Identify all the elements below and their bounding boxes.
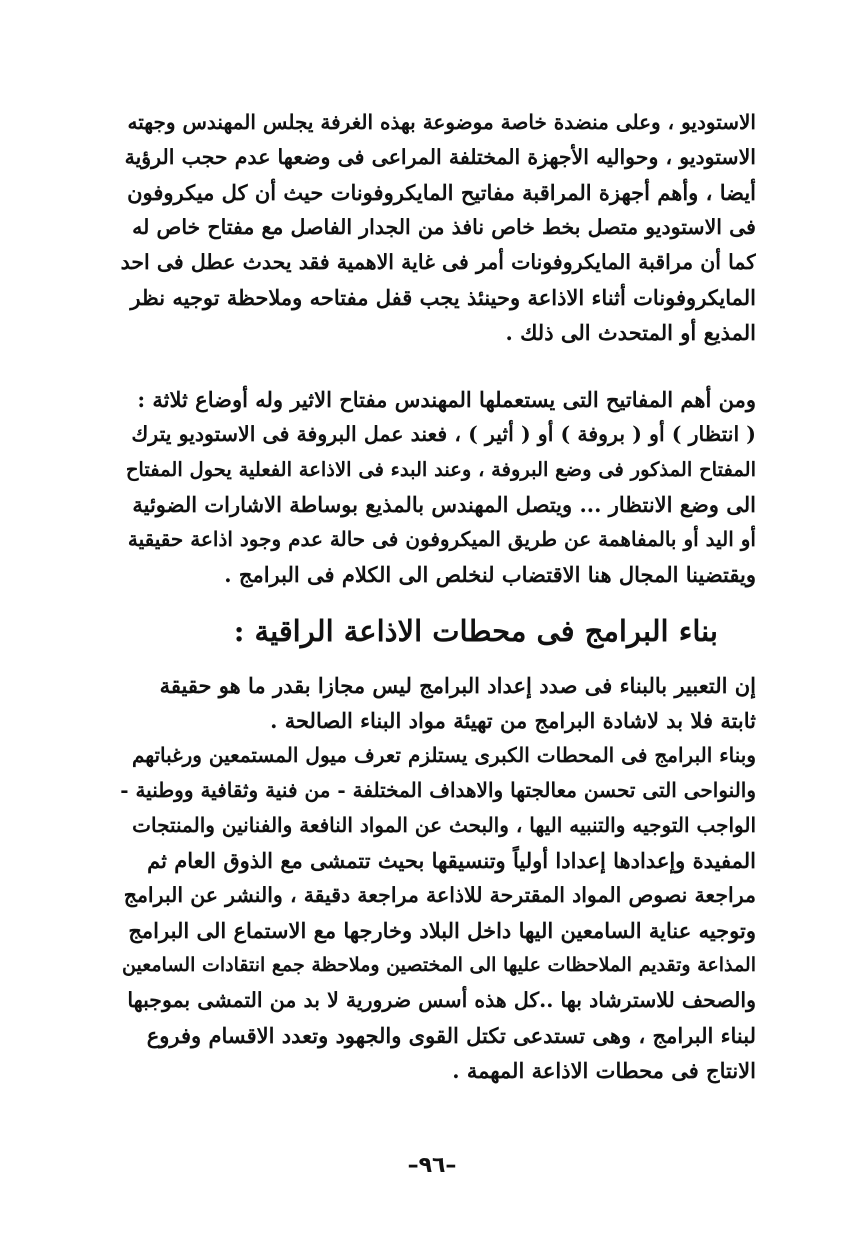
text-line: والنواحى التى تحسن معالجتها والاهداف المختلفة - من فنية وثقافية ووطنية - xyxy=(120,778,756,802)
text-line: ومن أهم المفاتيح التى يستعملها المهندس مفتاح الاثير وله أوضاع ثلاثة : xyxy=(137,387,756,412)
text-line: إن التعبير بالبناء فى صدد إعداد البرامج ليس مجازا بقدر ما هو حقيقة xyxy=(159,673,756,698)
text-line: الواجب التوجيه والتنبيه اليها ، والبحث عن المواد النافعة والفنانين والمنتجات xyxy=(132,813,756,837)
text-line: المذيع أو المتحدث الى ذلك . xyxy=(505,320,756,345)
text-line: الانتاج فى محطات الاذاعة المهمة . xyxy=(452,1058,756,1083)
text-line: والصحف للاسترشاد بها ..كل هذه أسس ضرورية لا بد من التمشى بموجبها xyxy=(127,988,756,1012)
text-line: لبناء البرامج ، وهى تستدعى تكتل القوى والجهود وتعدد الاقسام وفروع xyxy=(146,1023,756,1048)
text-line: ( انتظار ) أو ( بروفة ) أو ( أثير ) ، فعند عمل البروفة فى الاستوديو يترك xyxy=(131,422,756,446)
text-line: أيضا ، وأهم أجهزة المراقبة مفاتيح المايكروفونات حيث أن كل ميكروفون xyxy=(127,180,756,205)
text-line: الى وضع الانتظار ... ويتصل المهندس بالمذيع بوساطة الاشارات الضوئية xyxy=(132,492,756,517)
page-number: –٩٦– xyxy=(407,1153,457,1178)
paragraph-program-building xyxy=(118,738,756,1088)
text-line: مراجعة نصوص المواد المقترحة للاذاعة مراجعة دقيقة ، والنشر عن البرامج xyxy=(123,883,756,907)
text-line: المفيدة وإعدادها إعدادا أولياً وتنسيقها بحيث تتمشى مع الذوق العام ثم xyxy=(147,848,756,873)
text-line: وبناء البرامج فى المحطات الكبرى يستلزم تعرف ميول المستمعين ورغباتهم xyxy=(131,743,756,767)
text-line: ثابتة فلا بد لاشادة البرامج من تهيئة مواد البناء الصالحة . xyxy=(270,708,756,733)
text-line: ويقتضينا المجال هنا الاقتضاب لنخلص الى الكلام فى البرامج . xyxy=(224,562,756,587)
paragraph-ether-switch xyxy=(118,382,756,592)
text-line: المذاعة وتقديم الملاحظات عليها الى المختصين وملاحظة جمع انتقادات السامعين xyxy=(122,954,756,976)
section-heading: بناء البرامج فى محطات الاذاعة الراقية : xyxy=(233,614,718,648)
text-line: كما أن مراقبة المايكروفونات أمر فى غاية الاهمية فقد يحدث عطل فى احد xyxy=(120,250,756,274)
text-line: الاستوديو ، وعلى منضدة خاصة موضوعة بهذه الغرفة يجلس المهندس وجهته xyxy=(127,110,756,134)
paragraph-studio-control xyxy=(118,105,756,350)
text-line: الاستوديو ، وحواليه الأجهزة المختلفة المراعى فى وضعها عدم حجب الرؤية xyxy=(124,145,756,169)
text-line: فى الاستوديو متصل بخط خاص نافذ من الجدار الفاصل مع مفتاح خاص له xyxy=(132,215,756,239)
text-line: أو اليد أو بالمفاهمة عن طريق الميكروفون فى حالة عدم وجود اذاعة حقيقية xyxy=(127,527,756,551)
text-line: وتوجيه عناية السامعين اليها داخل البلاد وخارجها مع الاستماع الى البرامج xyxy=(128,918,756,943)
text-line: المايكروفونات أثناء الاذاعة وحينئذ يجب قفل مفتاحه وملاحظة توجيه نظر xyxy=(130,285,756,310)
text-line: المفتاح المذكور فى وضع البروفة ، وعند البدء فى الاذاعة الفعلية يحول المفتاح xyxy=(125,458,756,481)
paragraph-building-metaphor xyxy=(118,668,756,738)
